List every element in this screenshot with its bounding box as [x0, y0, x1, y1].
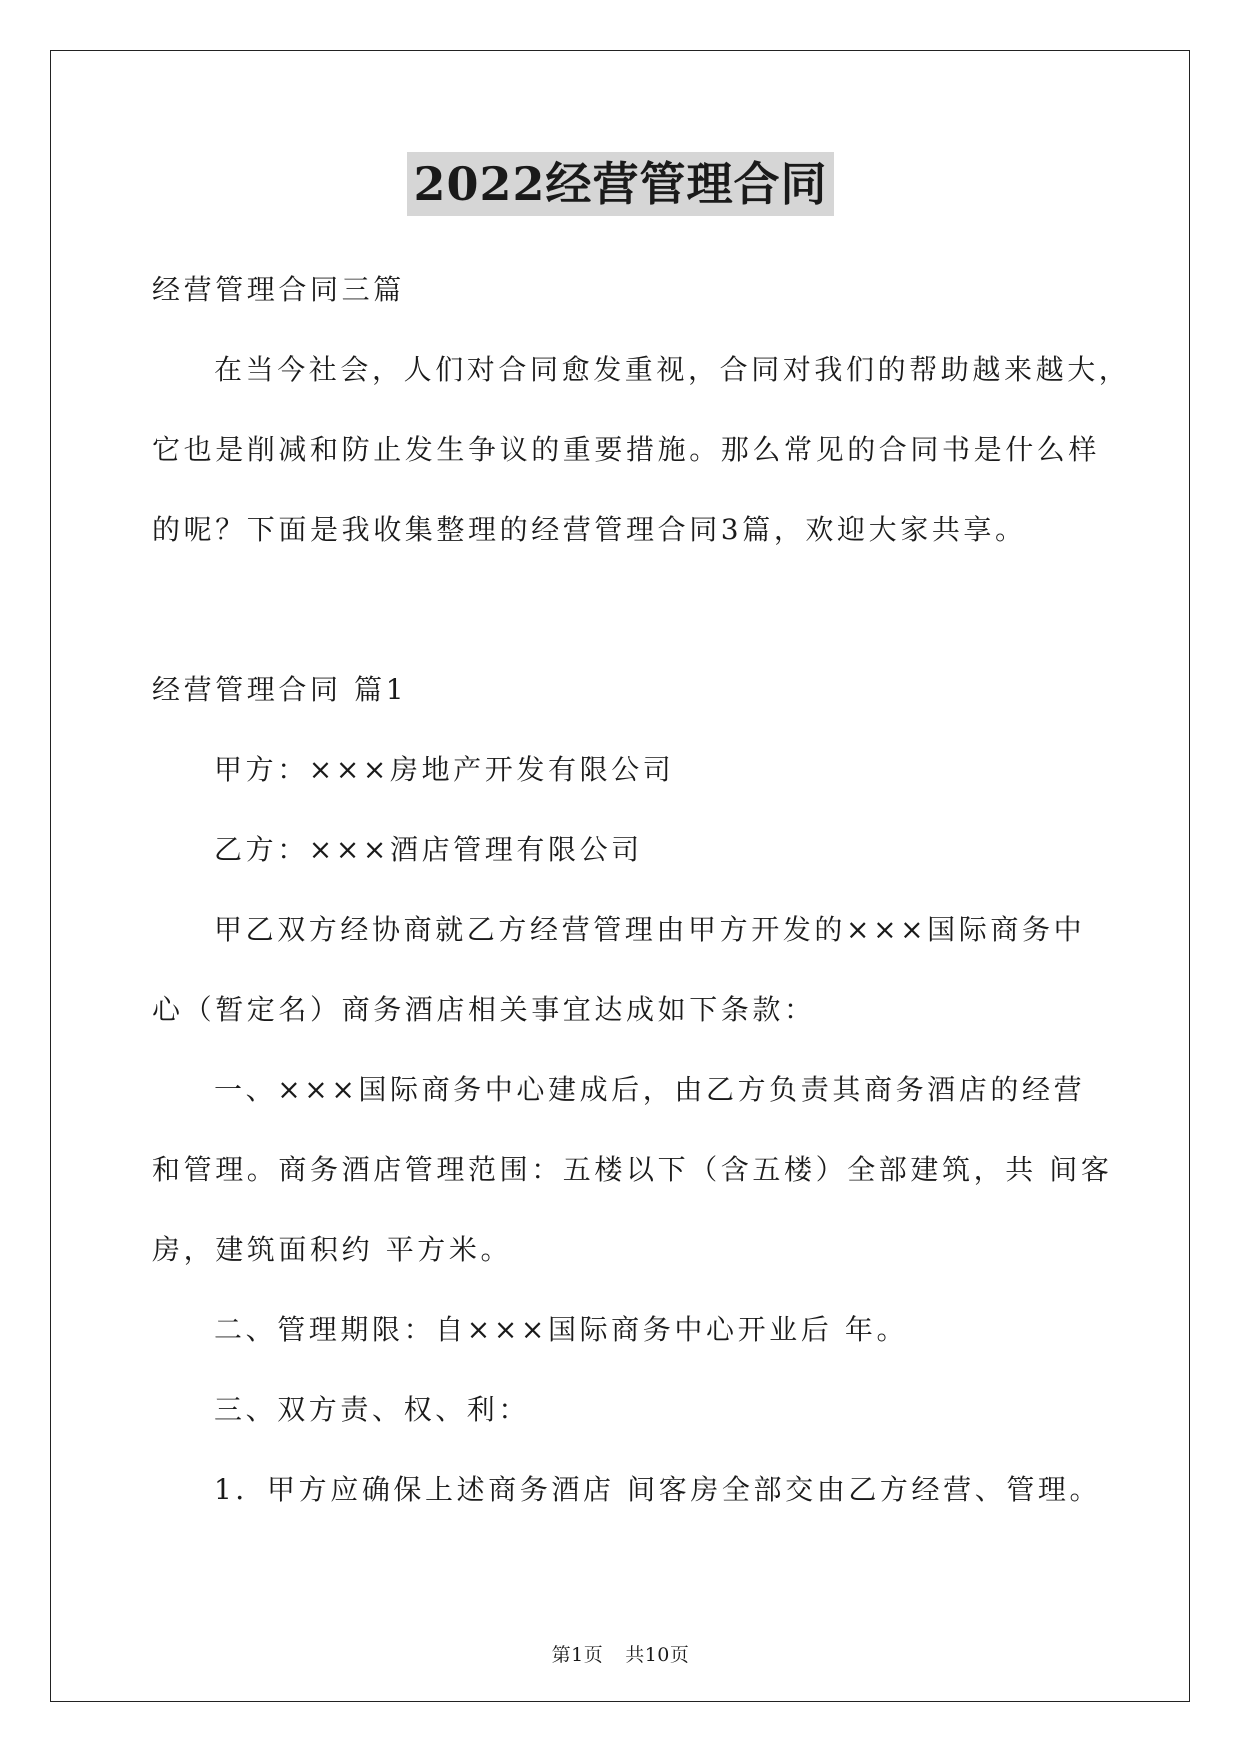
document-subtitle: 经营管理合同三篇 — [152, 273, 405, 306]
page-footer — [0, 1640, 1241, 1667]
clause-1-line-2: 和管理。商务酒店管理范围：五楼以下（含五楼）全部建筑，共 间客 — [152, 1153, 1113, 1186]
intro-line-2: 它也是削减和防止发生争议的重要措施。那么常见的合同书是什么样 — [152, 433, 1101, 466]
title-container — [0, 152, 1241, 216]
party-b-line: 乙方：×××酒店管理有限公司 — [214, 833, 643, 866]
document-title: 2022经营管理合同 — [407, 152, 833, 216]
section-heading: 经营管理合同 篇1 — [152, 673, 408, 706]
clause-1-line-3: 房，建筑面积约 平方米。 — [152, 1233, 513, 1266]
intro-line-3: 的呢？下面是我收集整理的经营管理合同3篇，欢迎大家共享。 — [152, 513, 1027, 546]
preamble-line-2: 心（暂定名）商务酒店相关事宜达成如下条款： — [152, 993, 816, 1026]
intro-line-1: 在当今社会，人们对合同愈发重视，合同对我们的帮助越来越大， — [214, 353, 1131, 386]
preamble-line-1: 甲乙双方经协商就乙方经营管理由甲方开发的×××国际商务中 — [214, 913, 1086, 946]
clause-1-line-1: 一、×××国际商务中心建成后，由乙方负责其商务酒店的经营 — [214, 1073, 1086, 1106]
party-a-line: 甲方：×××房地产开发有限公司 — [214, 753, 675, 786]
clause-3-line: 三、双方责、权、利： — [214, 1393, 531, 1426]
clause-3-1-line: 1．甲方应确保上述商务酒店 间客房全部交由乙方经营、管理。 — [214, 1473, 1102, 1506]
page-number: 第1页 — [551, 1644, 604, 1666]
clause-2-line: 二、管理期限：自×××国际商务中心开业后 年。 — [214, 1313, 909, 1346]
page-total: 共10页 — [625, 1644, 690, 1666]
